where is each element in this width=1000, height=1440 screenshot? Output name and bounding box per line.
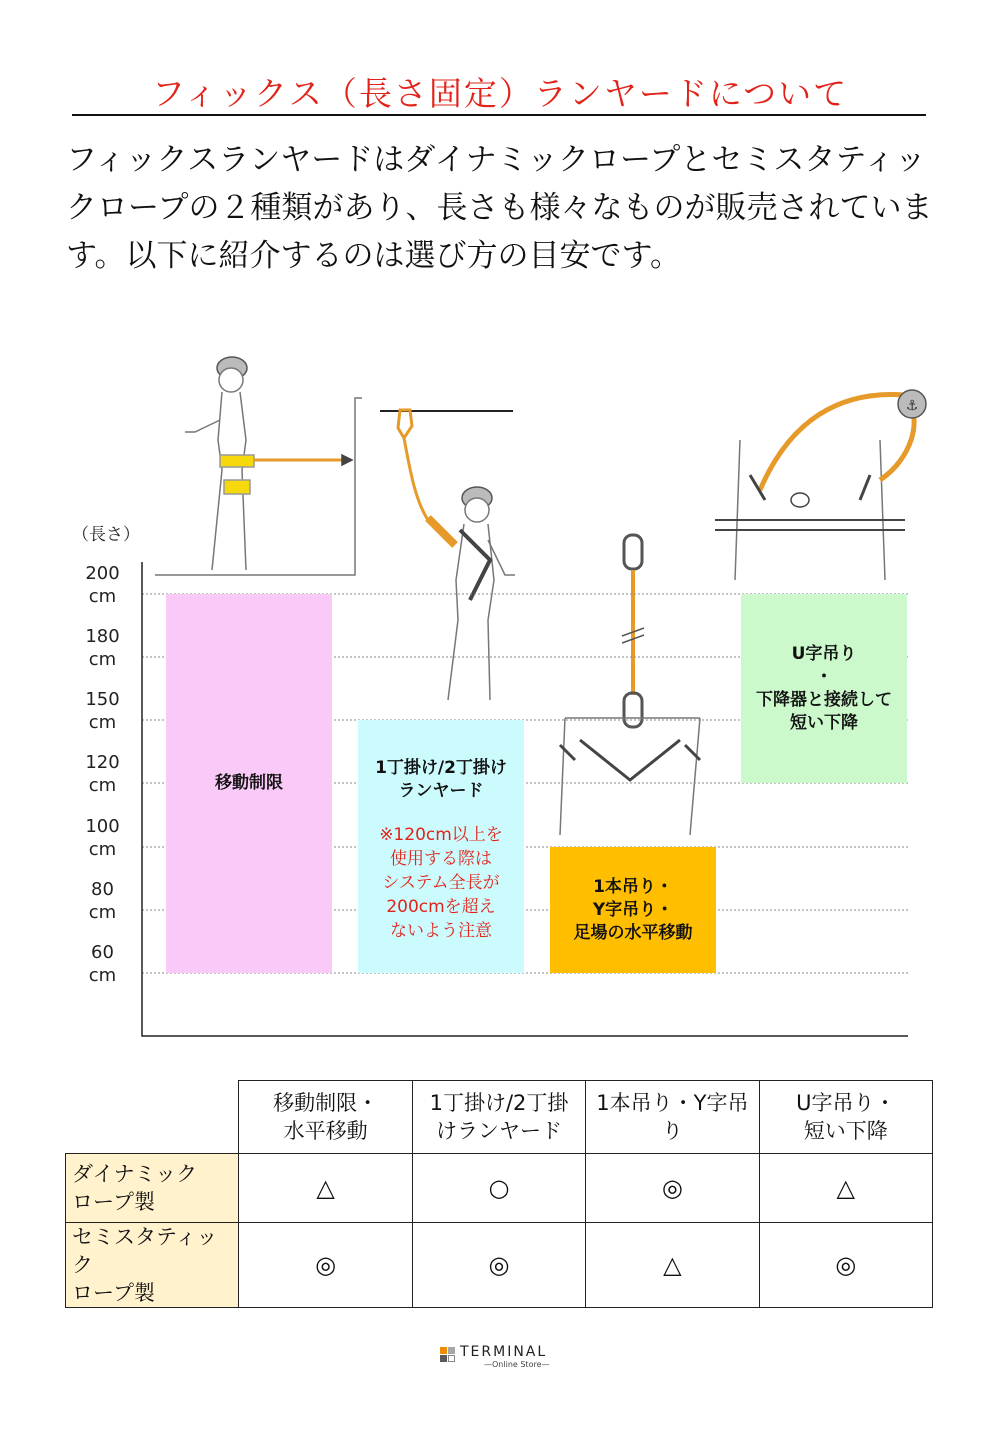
y-tick-label: 180 cm [85,626,120,670]
table-col-header: 移動制限・ 水平移動 [239,1081,412,1154]
logo-subtitle: —Online Store— [484,1360,550,1369]
table-cell: ○ [412,1154,585,1223]
logo-name: TERMINAL [460,1344,548,1360]
bar-label: U字吊り ・ 下降器と接続して 短い下降 [756,644,892,733]
table-corner [66,1081,239,1154]
bar-label: 1本吊り・ Y字吊り・ 足場の水平移動 [573,877,693,943]
table-col-header: U字吊り・ 短い下降 [759,1081,932,1154]
logo-mark-icon [440,1347,456,1363]
y-tick-label: 200 cm [85,563,120,607]
y-tick-label: 80 cm [88,879,117,923]
bar-note: ※120cm以上を 使用する際は システム全長が 200cmを超え ないよう注意 [379,825,503,941]
page-title: フィックス（長さ固定）ランヤードについて [151,74,849,113]
table-cell: ◎ [412,1223,585,1308]
svg-text:⚓: ⚓ [905,398,919,414]
single-rope-harness-illustration [560,535,700,835]
row-header-dynamic: ダイナミック ロープ製 [66,1154,239,1223]
bar-label: 移動制限 [215,773,283,793]
row-header-semistatic: セミスタティック ロープ製 [66,1223,239,1308]
table-cell: △ [239,1154,412,1223]
table-col-header: 1本吊り・Y字吊 り [586,1081,759,1154]
table-col-header: 1丁掛け/2丁掛 けランヤード [412,1081,585,1154]
table-row [66,1154,933,1223]
table-header-row [66,1081,933,1154]
bar-label: 1丁掛け/2丁掛け ランヤード [375,758,507,801]
table-cell: ◎ [759,1223,932,1308]
intro-text: フィックスランヤードはダイナミックロープとセミスタティックロープの２種類があり、長さも様々なものが販売されています。以下に紹介するのは選び方の目安です。 [66,142,933,274]
table-cell: △ [586,1223,759,1308]
table-cell: △ [759,1154,932,1223]
y-tick-label: 100 cm [85,816,120,860]
u-hang-harness-illustration [715,390,926,580]
y-tick-label: 60 cm [88,942,117,986]
table-cell: ◎ [239,1223,412,1308]
y-tick-label: 120 cm [85,752,120,796]
y-axis-label: （長さ） [72,525,140,545]
y-tick-label: 150 cm [85,689,120,733]
table-row [66,1223,933,1308]
table-cell: ◎ [586,1154,759,1223]
restraint-worker-illustration [155,357,362,575]
rope-suitability-table [65,1080,933,1308]
terminal-logo[interactable] [440,1345,570,1375]
